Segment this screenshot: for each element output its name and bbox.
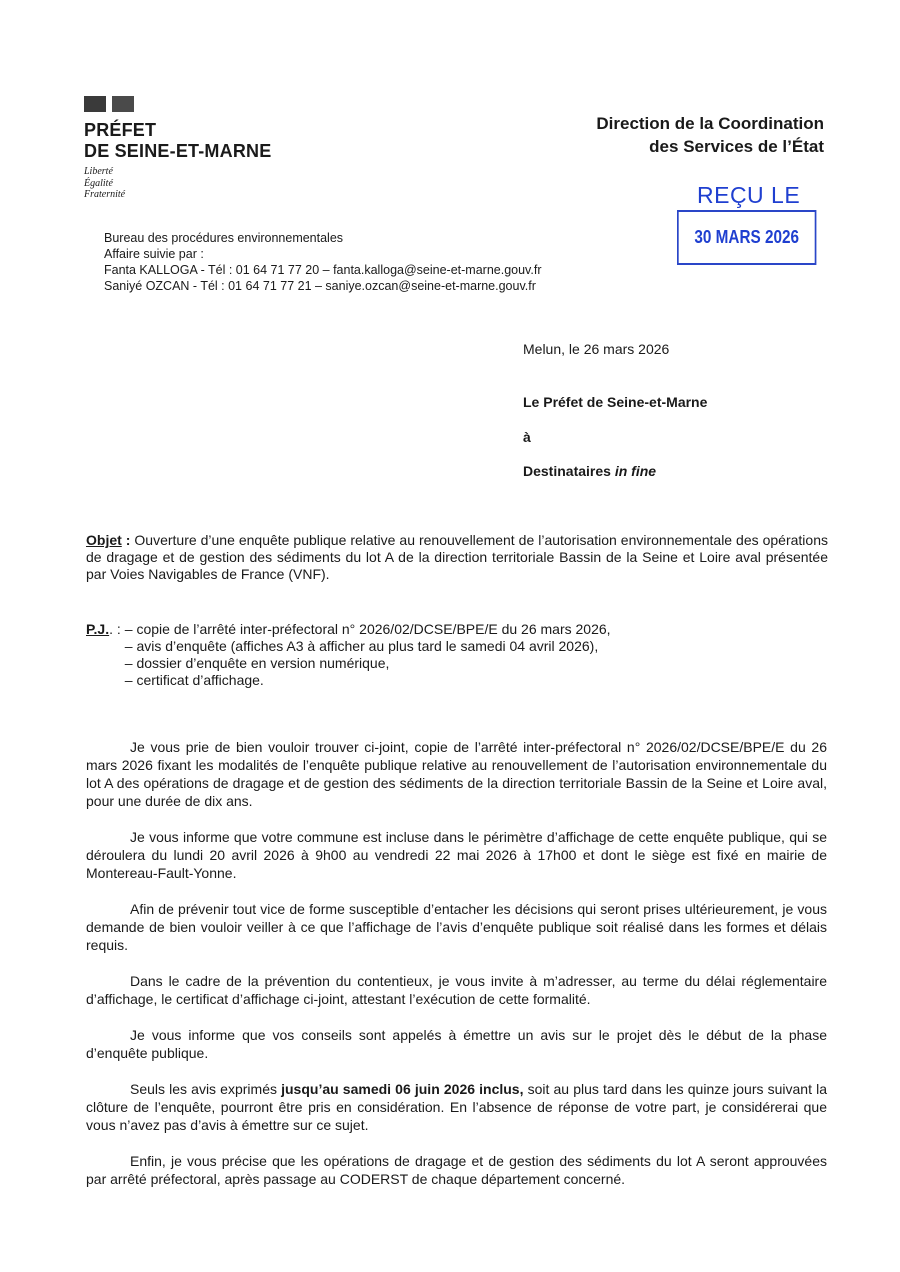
prefecture-name	[84, 120, 271, 162]
devise	[84, 166, 125, 201]
p6-deadline: jusqu’au samedi 06 juin 2026 inclus,	[281, 1081, 524, 1097]
contact-person-2: Saniyé OZCAN - Tél : 01 64 71 77 21 – saniye.ozcan@seine-et-marne.gouv.fr	[104, 279, 536, 293]
received-stamp-title: REÇU LE	[697, 182, 801, 208]
a-label: à	[523, 429, 531, 445]
bureau-name: Bureau des procédures environnementales	[104, 231, 344, 245]
letter-body	[86, 738, 827, 1206]
place-date: Melun, le 26 mars 2026	[523, 341, 670, 357]
devise-fraternite: Fraternité	[84, 189, 126, 200]
objet-label: Objet	[86, 532, 122, 548]
pj-item: – dossier d’enquête en version numérique,	[124, 655, 390, 671]
objet-sep: :	[121, 532, 135, 548]
recipients-text: Destinataires	[523, 463, 615, 479]
contact-block	[104, 230, 541, 294]
prefet-line1: PRÉFET	[84, 120, 157, 140]
direction-line2: des Services de l’État	[649, 137, 824, 156]
sender: Le Préfet de Seine-et-Marne	[523, 394, 708, 410]
body-paragraph-3: Afin de prévenir tout vice de forme susceptible d’entacher les décisions qui seront prises ultérieurement, je vous demande de bien vouloir veiller à ce que l’affichage de l’avis d’enquête publique soit réalisé dans les formes et délais requis.	[86, 901, 827, 953]
affaire-suivie-label: Affaire suivie par :	[104, 247, 204, 261]
body-paragraph-2: Je vous informe que votre commune est incluse dans le périmètre d’affichage de cette enquête publique, qui se déroulera du lundi 20 avril 2026 à 9h00 au vendredi 22 mai 2026 à 17h00 et dont le siège est fixé en mairie de Montereau-Fault-Yonne.	[86, 829, 827, 881]
body-paragraph-7: Enfin, je vous précise que les opérations de dragage et de gestion des sédiments du lot A seront approuvées par arrêté préfectoral, après passage au CODERST de chaque département concerné.	[86, 1153, 827, 1187]
devise-liberte: Liberté	[84, 166, 113, 177]
pieces-jointes	[86, 621, 611, 689]
pj-items	[125, 621, 611, 689]
direction-heading	[596, 112, 824, 158]
received-stamp-date	[677, 210, 816, 265]
p6-end: soit au plus tard dans les quinze jours suivant la clôture de l’enquête, pourront être pris en considération. En l’absence de réponse de votre part, je considérerai que vous n’avez pas d’avis à émettre sur ce sujet.	[86, 1081, 827, 1133]
contact-person-1: Fanta KALLOGA - Tél : 01 64 71 77 20 – fanta.kalloga@seine-et-marne.gouv.fr	[104, 263, 542, 277]
pj-item: – certificat d’affichage.	[124, 672, 264, 688]
devise-egalite: Égalité	[84, 177, 113, 189]
direction-line1: Direction de la Coordination	[596, 114, 824, 133]
recipients-in-fine: in fine	[614, 463, 657, 479]
body-paragraph-4: Dans le cadre de la prévention du contentieux, je vous invite à m’adresser, au terme du délai réglementaire d’affichage, le certificat d’affichage ci-joint, attestant l’exécution de cette formalité.	[86, 973, 827, 1007]
pj-sep: . :	[109, 621, 121, 637]
body-paragraph-5: Je vous informe que vos conseils sont appelés à émettre un avis sur le projet dès le début de la phase d’enquête publique.	[86, 1027, 827, 1061]
logo-left-block	[84, 96, 106, 112]
pj-label-wrap	[86, 621, 121, 638]
stamp-date-text: 30 MARS 2026	[694, 227, 800, 247]
marianne-logo	[84, 96, 134, 112]
objet	[86, 532, 828, 583]
pj-label: P.J.	[86, 621, 110, 637]
objet-text: Ouverture d’une enquête publique relative au renouvellement de l’autorisation environnementale des opérations de dragage et de gestion des sédiments du lot A de la direction territoriale Bassin de la Seine et Loire aval présentée par Voies Navigables de France (VNF).	[86, 532, 828, 582]
prefet-line2: DE SEINE-ET-MARNE	[84, 141, 272, 161]
body-paragraph-6	[86, 1080, 827, 1134]
p6-start: Seuls les avis exprimés	[130, 1081, 282, 1097]
pj-item: – copie de l’arrêté inter-préfectoral n° 2026/02/DCSE/BPE/E du 26 mars 2026,	[124, 621, 611, 637]
logo-right-block	[112, 96, 134, 112]
body-paragraph-1: Je vous prie de bien vouloir trouver ci-joint, copie de l’arrêté inter-préfectoral n° 2026/02/DCSE/BPE/E du 26 mars 2026 fixant les modalités de l’enquête publique relative au renouvellement de l’autorisation environnementale du lot A des opérations de dragage et de gestion des sédiments de la direction territoriale Bassin de la Seine et Loire aval, pour une durée de dix ans.	[86, 739, 827, 809]
pj-item: – avis d’enquête (affiches A3 à afficher au plus tard le samedi 04 avril 2026),	[124, 638, 599, 654]
recipients	[523, 463, 656, 479]
